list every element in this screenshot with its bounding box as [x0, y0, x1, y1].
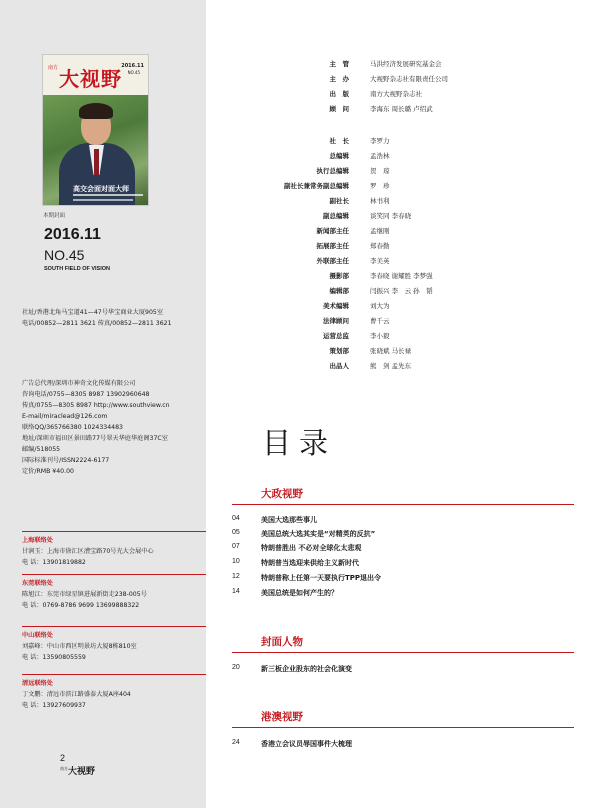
credit-role: 副总编辑: [323, 212, 349, 220]
toc-entry-title: 美国总统大选其实是“对精英的反抗”: [261, 530, 376, 538]
credit-role: 外联部主任: [316, 257, 349, 265]
cover-caption: 本期封面: [43, 213, 66, 219]
agency-info-line: 邮编/518055: [22, 446, 61, 453]
agency-info-line: 咨询电话/0755—8305 8987 13902960648: [22, 391, 150, 398]
region-name: 中山联络处: [22, 632, 53, 639]
agency-info-line: 定价/RMB ¥40.00: [22, 468, 74, 475]
credit-row: [280, 271, 520, 282]
credit-role: 运营总监: [323, 332, 349, 340]
cover-date: 2016.11: [121, 63, 144, 69]
credit-names: 李海东 周长璐 卢绍武: [370, 105, 433, 113]
credit-role: 副社长兼常务副总编辑: [284, 182, 349, 190]
toc-page-number: 14: [232, 588, 240, 595]
credit-role: 主 管: [329, 60, 349, 68]
toc-entry-title: 特朗普胜出 不必对全球化太悲观: [261, 544, 362, 552]
region-line: 陈旭江：东莞市绿星镇进展新街走238-005号: [22, 591, 147, 598]
region-divider: [22, 674, 206, 675]
toc-page-number: 12: [232, 573, 240, 580]
credit-names: 林书利: [370, 197, 390, 205]
region-divider: [22, 574, 206, 575]
credit-names: 李罗力: [370, 137, 390, 145]
credit-row: [280, 361, 520, 372]
toc-entry-title: 美国大选那些事儿: [261, 516, 317, 524]
toc-title: 目录: [262, 426, 337, 460]
toc-page-number: 04: [232, 515, 240, 522]
credit-role: 副社长: [329, 197, 349, 205]
credit-role: 总编辑: [329, 152, 349, 160]
hk-address: 社址/香港北角马宝道41—47号华宝商业大厦905室: [22, 309, 164, 316]
credit-row: [280, 301, 520, 312]
credit-names: 闫振兴 李 云 孙 韬: [370, 287, 433, 295]
agency-info-line: 地址/深圳市福田区景田路77号翠天华庭华庭阁37C室: [22, 435, 168, 442]
credit-role: 摄影部: [329, 272, 349, 280]
credit-row: [280, 166, 520, 177]
credit-names: 李美英: [370, 257, 390, 265]
credit-role: 社 长: [329, 137, 349, 145]
credit-row: [280, 151, 520, 162]
credit-names: 谈笑同 李春晓: [370, 212, 412, 220]
page-number: 2: [60, 753, 66, 763]
cover-logo: 大视野: [59, 67, 122, 91]
region-name: 上海联络处: [22, 537, 53, 544]
credit-row: [280, 331, 520, 342]
toc-section-heading[interactable]: 港澳视野: [261, 711, 303, 723]
region-line: 电 话：13927609937: [22, 702, 86, 709]
credit-row: [280, 59, 520, 70]
cover-person-hair: [79, 103, 113, 119]
toc-entry-title: 香港立会议员辱国事件大梳理: [261, 740, 352, 748]
credit-names: 罗 珍: [370, 182, 390, 190]
agency-block: [22, 378, 170, 477]
credit-names: 张晓斌 马长禄: [370, 347, 412, 355]
cover-logo-small: 南方: [48, 65, 59, 71]
agency-info-line: 联络QQ/365766380 1024334483: [22, 424, 123, 431]
toc-page-number: 10: [232, 558, 240, 565]
credit-role: 美术编辑: [323, 302, 349, 310]
toc-page-number: 24: [232, 739, 240, 746]
cover-headline: 高交会面对面大师: [73, 185, 129, 193]
toc-entry-title: 美国总统是如何产生的？: [261, 589, 338, 597]
credit-row: [280, 316, 520, 327]
credit-row: [280, 104, 520, 115]
toc-page-number: 05: [232, 529, 240, 536]
footer-logo-small: 南方: [60, 766, 68, 771]
region-line: 丁文鹏：清远市滨江路盛泰大厦A座404: [22, 691, 131, 698]
footer-logo: 大视野: [68, 767, 96, 777]
credit-names: 马洪经济发展研究基金会: [370, 60, 442, 68]
credit-row: [280, 196, 520, 207]
agency-email[interactable]: E-mail/miraclead@126.com: [22, 413, 108, 420]
credit-names: 孟继刚: [370, 227, 390, 235]
credit-names: 郑春勤: [370, 242, 390, 250]
magazine-english-name: SOUTH FIELD OF VISION: [44, 266, 111, 272]
credit-row: [280, 181, 520, 192]
credit-row: [280, 136, 520, 147]
toc-entry-title: 新三板企业股东的社会化演变: [261, 665, 352, 673]
credit-role: 出品人: [329, 362, 349, 370]
toc-page-number: 07: [232, 543, 240, 550]
toc-entry-title: 特朗普称上任第一天要执行TPP退出令: [261, 574, 382, 582]
credit-role: 编辑部: [329, 287, 349, 295]
credit-names: 熊 剑 孟先东: [370, 362, 412, 370]
credit-names: 李春晓 谢耀胜 李梦强: [370, 272, 433, 280]
credit-role: 执行总编辑: [316, 167, 349, 175]
toc-section-divider: [232, 504, 574, 505]
region-line: 刘嘉峰：中山市西区明景坊大厦8栋810室: [22, 643, 137, 650]
credit-row: [280, 241, 520, 252]
hk-phone: 电话/00852—2811 3621 传真/00852—2811 3621: [22, 320, 172, 327]
region-line: 电 话：13901819882: [22, 559, 86, 566]
credit-row: [280, 89, 520, 100]
toc-page-number: 20: [232, 664, 240, 671]
credit-names: 李小毅: [370, 332, 390, 340]
credit-role: 新闻部主任: [316, 227, 349, 235]
credit-names: 孟浩林: [370, 152, 390, 160]
toc-section-divider: [232, 727, 574, 728]
region-name: 东莞联络处: [22, 580, 53, 587]
credit-names: 大视野杂志社有限责任公司: [370, 75, 448, 83]
issue-number: NO.45: [44, 247, 85, 263]
agency-info-line: 国际标准刊号/ISSN2224-6177: [22, 457, 110, 464]
credit-names: 南方大视野杂志社: [370, 90, 422, 98]
region-line: 电 话：0769-8786 9699 13699888322: [22, 602, 140, 609]
credit-names: 贺 琼: [370, 167, 390, 175]
issue-date: 2016.11: [44, 226, 101, 243]
credit-row: [280, 286, 520, 297]
region-name: 清远联络处: [22, 680, 53, 687]
hk-contact-block: [22, 307, 172, 329]
agency-name: 广告总代理/深圳市神奇文化传媒有限公司: [22, 380, 136, 387]
credit-role: 出 版: [329, 90, 349, 98]
toc-entry-title: 特朗普当选迎来供给主义新时代: [261, 559, 359, 567]
credit-row: [280, 226, 520, 237]
credit-row: [280, 211, 520, 222]
region-divider: [22, 531, 206, 532]
credit-row: [280, 74, 520, 85]
region-line: 电 话：13590805559: [22, 654, 86, 661]
cover-thumbnail[interactable]: [42, 54, 149, 206]
cover-subline: [73, 194, 143, 196]
credit-role: 顾 问: [329, 105, 349, 113]
credit-row: [280, 256, 520, 267]
credit-names: 刘大为: [370, 302, 390, 310]
toc-section-divider: [232, 652, 574, 653]
credit-role: 拓展部主任: [316, 242, 349, 250]
region-divider: [22, 626, 206, 627]
agency-info-line[interactable]: 传真/0755—8305 8987 http://www.southview.cn: [22, 402, 170, 409]
credit-names: 曹千云: [370, 317, 390, 325]
credit-role: 主 办: [329, 75, 349, 83]
toc-section-heading[interactable]: 封面人物: [261, 636, 303, 648]
credit-role: 法律顾问: [323, 317, 349, 325]
credit-row: [280, 346, 520, 357]
region-line: 甘润玉：上海市徐汇区漕宝路70号光大会展中心: [22, 548, 154, 555]
toc-section-heading[interactable]: 大政视野: [261, 488, 303, 500]
cover-person-tie: [94, 149, 99, 175]
cover-subline: [73, 199, 133, 201]
cover-issue-no: NO.45: [127, 70, 140, 75]
credit-role: 策划部: [329, 347, 349, 355]
